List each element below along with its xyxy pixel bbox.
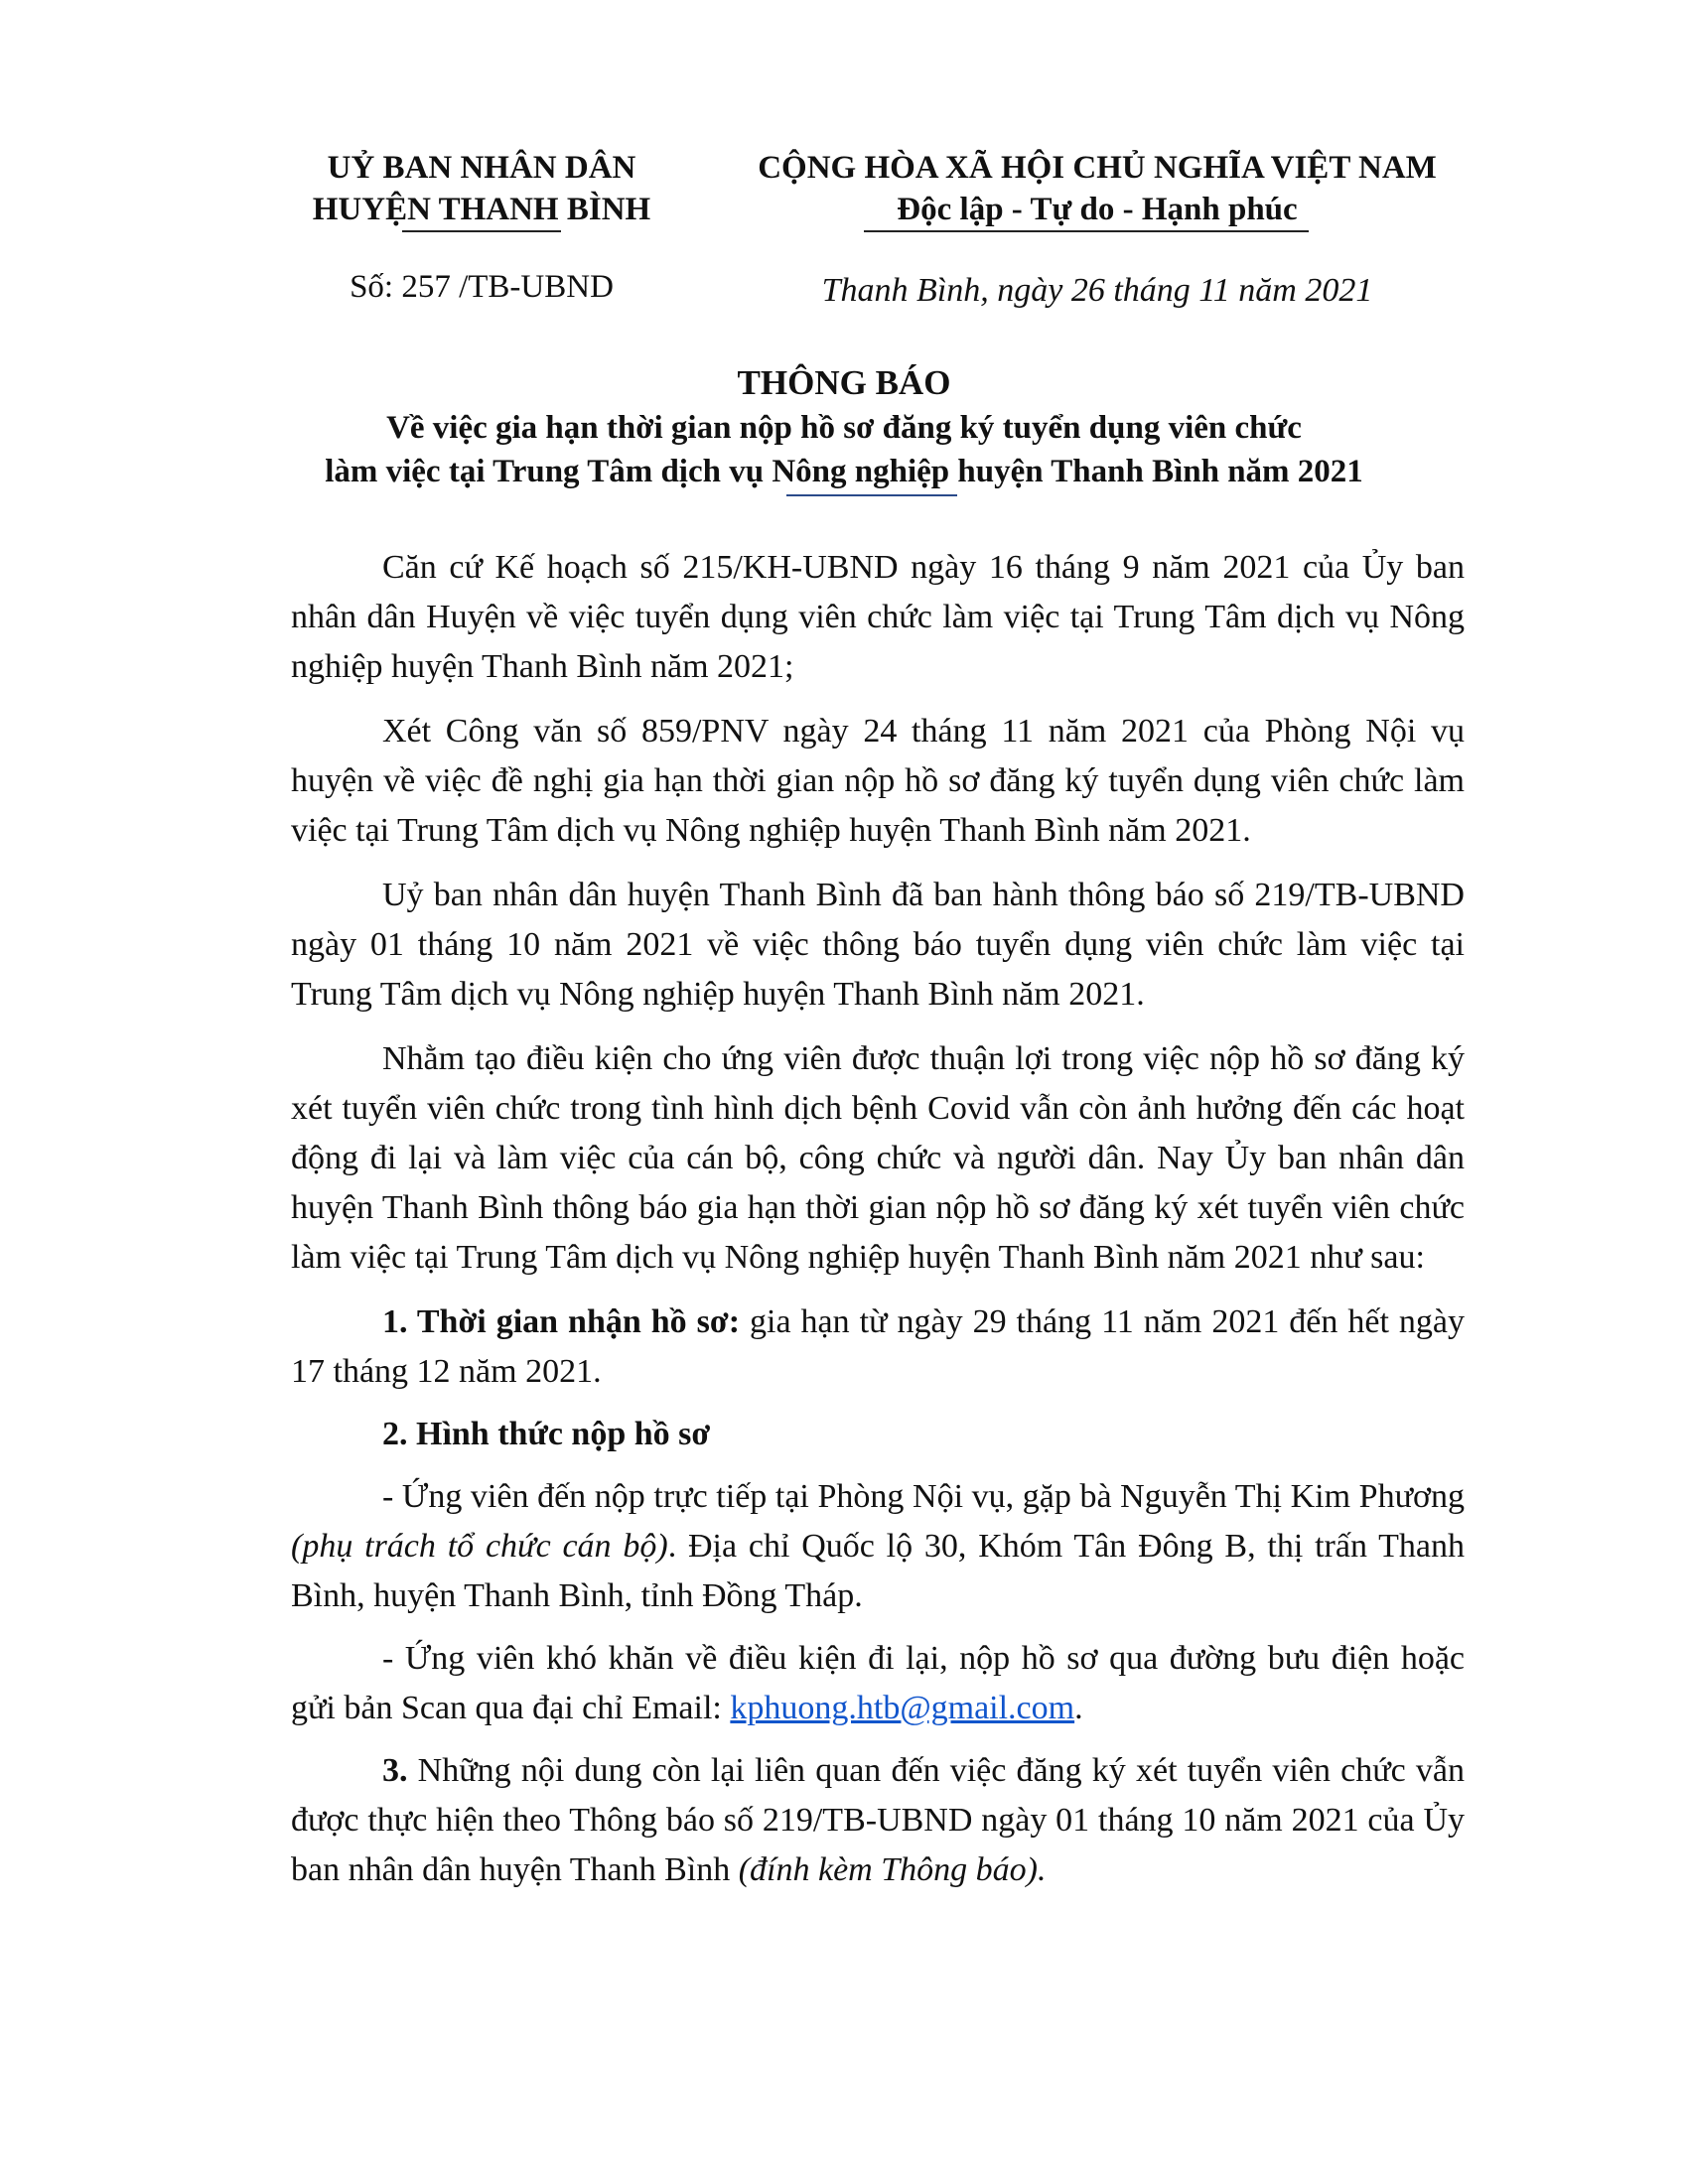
section-2b-end: . (1074, 1690, 1083, 1726)
issuing-agency (288, 147, 675, 230)
section-2b-text: - Ứng viên khó khăn về điều kiện đi lại, nộp hồ sơ qua đường bưu điện hoặc gửi bản Scan qua đại chỉ Email: (291, 1640, 1465, 1726)
notice-body (291, 543, 1465, 1908)
paragraph-previous-notice: Uỷ ban nhân dân huyện Thanh Bình đã ban hành thông báo số 219/TB-UBND ngày 01 tháng 10 năm 2021 về việc thông báo tuyển dụng viên chức làm việc tại Trung Tâm dịch vụ Nông nghiệp huyện Thanh Bình năm 2021. (291, 877, 1465, 1013)
section-3-text: Những nội dung còn lại liên quan đến việc đăng ký xét tuyển viên chức vẫn được thực hiện theo Thông báo số 219/TB-UBND ngày 01 tháng 10 năm 2021 của Ủy ban nhân dân huyện Thanh Bình (291, 1752, 1465, 1888)
motto-underline (864, 230, 1309, 232)
section-2-remote (291, 1634, 1465, 1733)
nation-line-2: Độc lập - Tự do - Hạnh phúc (897, 192, 1298, 227)
notice-subject-line-1: Về việc gia hạn thời gian nộp hồ sơ đăng ký tuyển dụng viên chức (386, 410, 1302, 446)
agency-line-2: HUYỆN THANH BÌNH (312, 192, 651, 227)
document-number: Số: 257 /TB-UBND (350, 269, 614, 305)
section-2-in-person (291, 1472, 1465, 1621)
section-3-italic: (đính kèm Thông báo). (738, 1851, 1047, 1888)
paragraph-legal-basis: Căn cứ Kế hoạch số 215/KH-UBND ngày 16 tháng 9 năm 2021 của Ủy ban nhân dân Huyện về việc tuyển dụng viên chức làm việc tại Trung Tâm dịch vụ Nông nghiệp huyện Thanh Bình năm 2021; (291, 549, 1465, 685)
section-1-label: 1. Thời gian nhận hồ sơ: (382, 1303, 741, 1340)
section-2-label: 2. Hình thức nộp hồ sơ (382, 1416, 711, 1452)
paragraph-considering: Xét Công văn số 859/PNV ngày 24 tháng 11 năm 2021 của Phòng Nội vụ huyện về việc đề nghị gia hạn thời gian nộp hồ sơ đăng ký tuyển dụng viên chức làm việc tại Trung Tâm dịch vụ Nông nghiệp huyện Thanh Bình năm 2021. (291, 713, 1465, 849)
section-2a-italic: (phụ trách tổ chức cán bộ) (291, 1528, 668, 1565)
agency-underline (402, 230, 561, 232)
document-date: Thanh Bình, ngày 26 tháng 11 năm 2021 (821, 272, 1373, 309)
section-2a-address: . Địa chỉ Quốc lộ 30, Khóm Tân Đông B, thị trấn Thanh Bình, huyện Thanh Bình, tỉnh Đồng Tháp. (291, 1528, 1465, 1614)
notice-title-block (248, 360, 1440, 493)
paragraph-extension-reason: Nhằm tạo điều kiện cho ứng viên được thuận lợi trong việc nộp hồ sơ đăng ký xét tuyển viên chức trong tình hình dịch bệnh Covid vẫn còn ảnh hưởng đến các hoạt động đi lại và làm việc của cán bộ, công chức và người dân. Nay Ủy ban nhân dân huyện Thanh Bình thông báo gia hạn thời gian nộp hồ sơ đăng ký xét tuyển viên chức làm việc tại Trung Tâm dịch vụ Nông nghiệp huyện Thanh Bình năm 2021 như sau: (291, 1040, 1465, 1276)
section-1-text: gia hạn từ ngày 29 tháng 11 năm 2021 đến hết ngày 17 tháng 12 năm 2021. (291, 1303, 1465, 1390)
notice-title: THÔNG BÁO (737, 363, 951, 402)
section-2-heading (291, 1410, 1465, 1459)
section-2a-text: - Ứng viên đến nộp trực tiếp tại Phòng Nội vụ, gặp bà Nguyễn Thị Kim Phương (382, 1478, 1465, 1515)
agency-line-1: UỶ BAN NHÂN DÂN (327, 150, 636, 186)
email-link[interactable]: kphuong.htb@gmail.com (730, 1690, 1075, 1726)
section-1-receiving-time (291, 1297, 1465, 1397)
notice-subject-line-2: làm việc tại Trung Tâm dịch vụ Nông nghiệp huyện Thanh Bình năm 2021 (325, 454, 1363, 489)
section-3-label: 3. (382, 1752, 408, 1789)
section-3-remaining (291, 1746, 1465, 1895)
title-underline (786, 494, 957, 496)
nation-line-1: CỘNG HÒA XÃ HỘI CHỦ NGHĨA VIỆT NAM (758, 150, 1437, 186)
national-motto (700, 147, 1494, 230)
